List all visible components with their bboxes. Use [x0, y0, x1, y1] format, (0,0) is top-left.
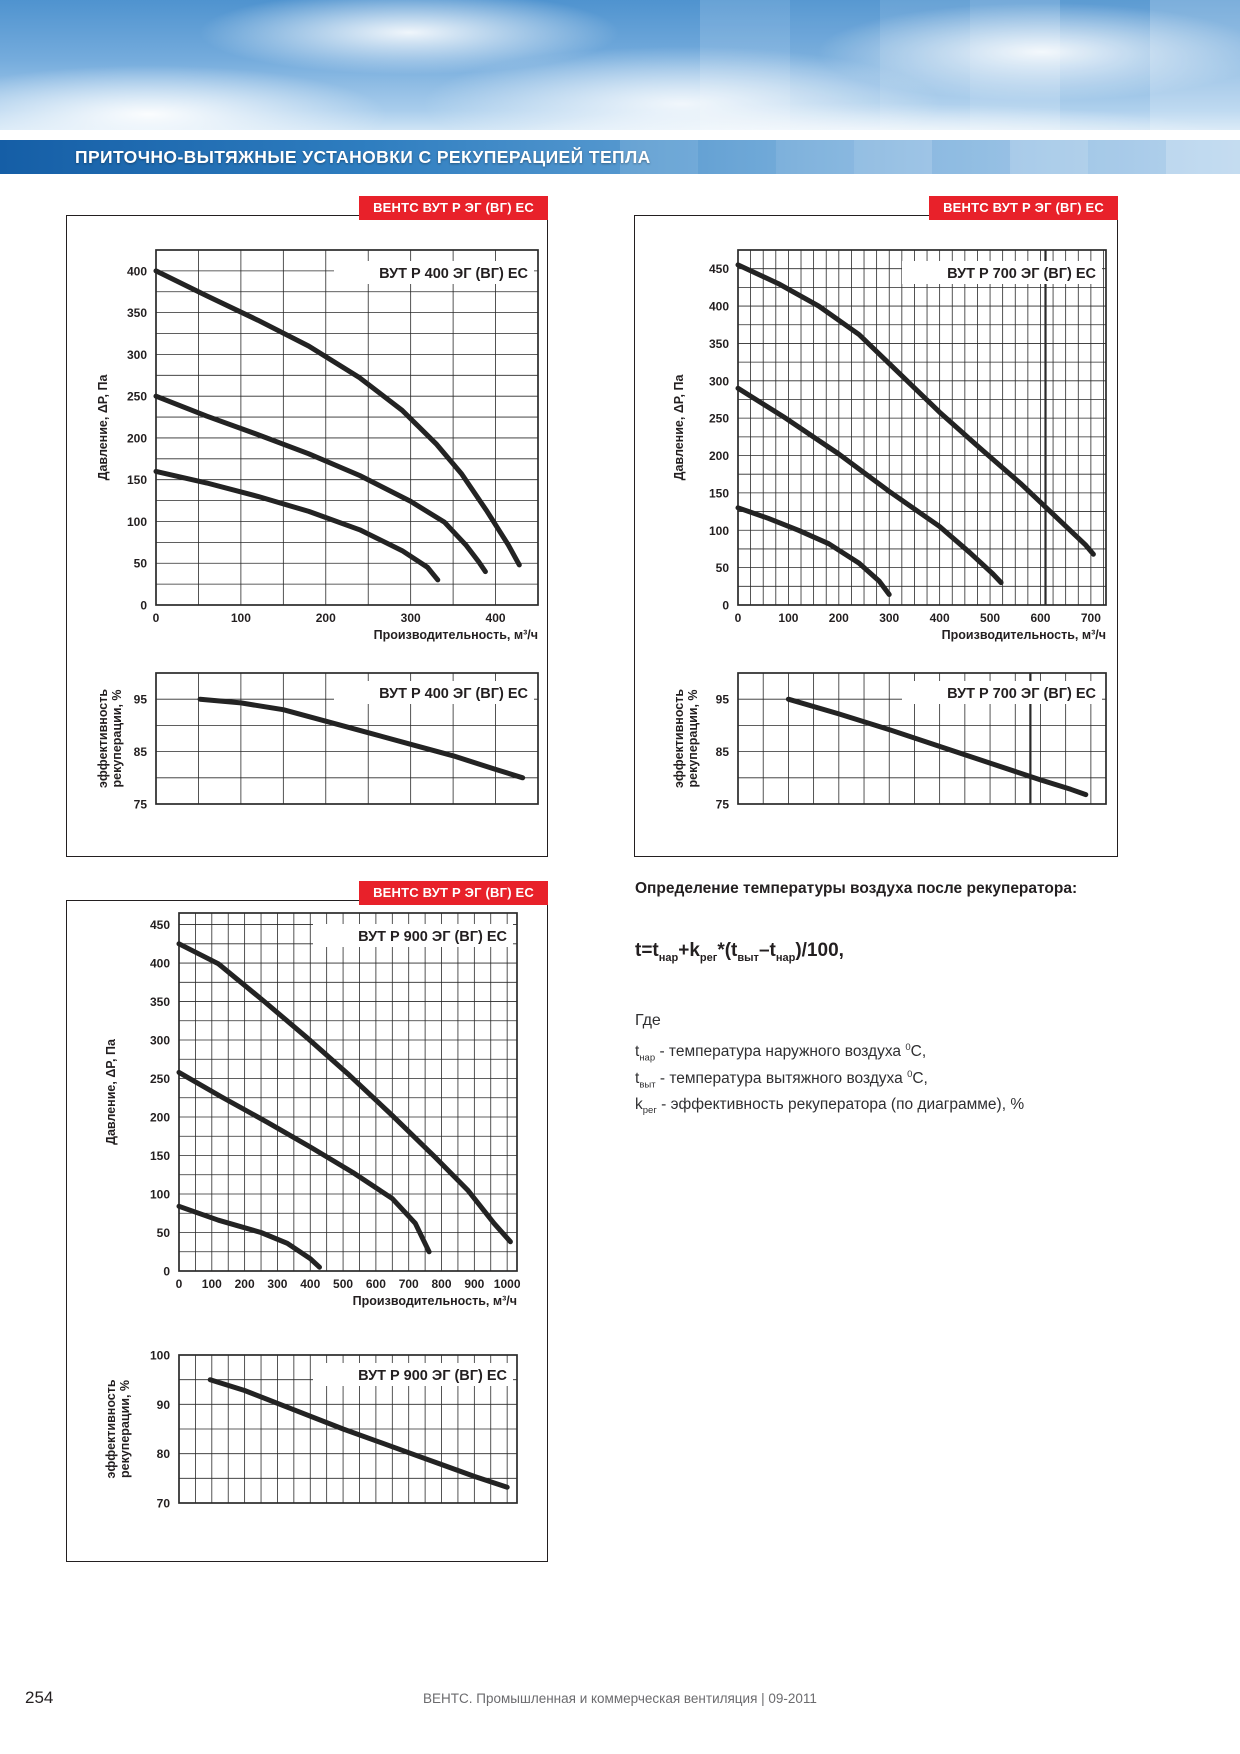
svg-text:200: 200 [149, 1110, 170, 1125]
svg-text:рекуперации, %: рекуперации, % [110, 689, 124, 788]
svg-text:350: 350 [126, 306, 147, 321]
svg-text:700: 700 [398, 1277, 419, 1291]
svg-text:400: 400 [149, 956, 170, 971]
svg-text:600: 600 [365, 1277, 386, 1291]
svg-text:500: 500 [980, 611, 1001, 625]
definition-k-reg: $k_{рег}$ - эффективность рекуператора (по диаграмме), % [635, 1096, 1025, 1117]
svg-text:100: 100 [126, 514, 147, 529]
svg-text:1000: 1000 [493, 1277, 521, 1291]
temperature-formula: $t=t_{нар}+k_{рег}*(t_{выт}-t_{нар})/100$, [635, 940, 844, 964]
svg-text:70: 70 [156, 1496, 170, 1511]
svg-text:Давление, ΔP, Па: Давление, ΔP, Па [672, 374, 686, 481]
svg-text:200: 200 [315, 611, 336, 625]
svg-text:450: 450 [708, 262, 729, 277]
svg-text:300: 300 [879, 611, 900, 625]
svg-text:300: 300 [267, 1277, 288, 1291]
recuperator-info-block [635, 880, 1210, 1130]
header-sky-image [0, 0, 1240, 130]
svg-text:Давление, ΔP, Па: Давление, ΔP, Па [104, 1039, 118, 1145]
svg-text:250: 250 [149, 1072, 170, 1087]
efficiency-chart-vut-r-400 [67, 661, 547, 836]
svg-text:100: 100 [201, 1277, 222, 1291]
sky-mosaic-tile [1060, 0, 1150, 130]
banner-mosaic-tile [1166, 140, 1240, 174]
svg-text:50: 50 [715, 561, 729, 576]
svg-text:300: 300 [126, 347, 147, 362]
sky-mosaic-tile [790, 0, 880, 130]
svg-text:400: 400 [485, 611, 506, 625]
sky-mosaic-tile [1150, 0, 1240, 130]
svg-text:0: 0 [722, 598, 729, 613]
banner-mosaic-tile [1088, 140, 1166, 174]
svg-text:75: 75 [715, 797, 729, 812]
svg-text:100: 100 [230, 611, 251, 625]
svg-text:Производительность, м³/ч: Производительность, м³/ч [373, 628, 538, 642]
svg-text:500: 500 [333, 1277, 354, 1291]
svg-text:150: 150 [149, 1149, 170, 1164]
sky-mosaic-tile [880, 0, 970, 130]
page-number: 254 [25, 1688, 54, 1707]
svg-text:300: 300 [149, 1033, 170, 1048]
svg-text:эффективность: эффективность [104, 1379, 118, 1479]
svg-text:400: 400 [300, 1277, 321, 1291]
svg-text:Давление, ΔP, Па: Давление, ΔP, Па [96, 374, 110, 481]
info-heading: Определение температуры воздуха после рекуператора: [635, 880, 1078, 897]
svg-text:200: 200 [234, 1277, 255, 1291]
footer-text: ВЕНТС. Промышленная и коммерческая вентиляция | 09-2011 [423, 1691, 817, 1706]
svg-text:90: 90 [156, 1397, 170, 1412]
svg-text:0: 0 [152, 611, 160, 625]
svg-text:Производительность, м³/ч: Производительность, м³/ч [352, 1294, 517, 1308]
section-title: ПРИТОЧНО-ВЫТЯЖНЫЕ УСТАНОВКИ С РЕКУПЕРАЦИЕЙ ТЕПЛА [75, 147, 651, 167]
chart-panel-vut-r-900 [66, 885, 548, 1562]
svg-text:250: 250 [708, 411, 729, 426]
svg-text:200: 200 [828, 611, 849, 625]
svg-text:85: 85 [715, 745, 729, 760]
svg-text:800: 800 [431, 1277, 452, 1291]
banner-mosaic-tile [698, 140, 776, 174]
pressure-chart-vut-r-700 [635, 220, 1117, 650]
banner-mosaic-tile [932, 140, 1010, 174]
svg-text:50: 50 [133, 556, 147, 571]
svg-text:85: 85 [133, 745, 147, 760]
svg-text:80: 80 [156, 1447, 170, 1462]
svg-text:150: 150 [126, 473, 147, 488]
svg-text:0: 0 [163, 1264, 170, 1279]
svg-text:100: 100 [149, 1187, 170, 1202]
svg-text:эффективность: эффективность [672, 688, 686, 789]
banner-mosaic-tile [1010, 140, 1088, 174]
svg-text:0: 0 [175, 1277, 183, 1291]
svg-text:400: 400 [708, 299, 729, 314]
panel-tab-red-label: ВЕНТС ВУТ Р ЭГ (ВГ) ЕС [929, 196, 1118, 220]
svg-text:0: 0 [734, 611, 742, 625]
svg-text:100: 100 [149, 1348, 170, 1363]
svg-text:50: 50 [156, 1226, 170, 1241]
svg-text:рекуперации, %: рекуперации, % [686, 689, 700, 788]
svg-text:эффективность: эффективность [96, 688, 110, 789]
svg-text:400: 400 [126, 264, 147, 279]
efficiency-chart-vut-r-900 [67, 1341, 547, 1519]
svg-text:400: 400 [929, 611, 950, 625]
panel-tab-red-label: ВЕНТС ВУТ Р ЭГ (ВГ) ЕС [359, 881, 548, 905]
svg-text:ВУТ Р 900 ЭГ (ВГ) ЕС: ВУТ Р 900 ЭГ (ВГ) ЕС [358, 929, 507, 945]
banner-mosaic-tile [776, 140, 854, 174]
svg-text:75: 75 [133, 797, 147, 812]
svg-text:350: 350 [149, 995, 170, 1010]
where-label: Где [635, 1012, 661, 1029]
sky-mosaic-tile [970, 0, 1060, 130]
svg-text:150: 150 [708, 486, 729, 501]
svg-text:450: 450 [149, 918, 170, 933]
efficiency-chart-vut-r-700 [635, 661, 1117, 836]
svg-text:700: 700 [1080, 611, 1101, 625]
svg-text:рекуперации, %: рекуперации, % [118, 1380, 132, 1478]
section-banner [0, 140, 1240, 174]
svg-text:95: 95 [133, 692, 147, 707]
banner-mosaic-tile [854, 140, 932, 174]
panel-tab-red-label: ВЕНТС ВУТ Р ЭГ (ВГ) ЕС [359, 196, 548, 220]
svg-text:ВУТ Р 400 ЭГ (ВГ) ЕС: ВУТ Р 400 ЭГ (ВГ) ЕС [379, 266, 528, 282]
svg-text:0: 0 [140, 598, 147, 613]
svg-text:300: 300 [400, 611, 421, 625]
definition-t-vyt: $t_{выт}$ - температура вытяжного воздуха $^0$С, [635, 1069, 928, 1091]
pressure-chart-vut-r-400 [67, 220, 547, 650]
svg-text:900: 900 [464, 1277, 485, 1291]
svg-text:100: 100 [708, 523, 729, 538]
svg-text:300: 300 [708, 374, 729, 389]
svg-text:200: 200 [126, 431, 147, 446]
definition-t-nar: $t_{нар}$ - температура наружного воздуха $^0$С, [635, 1042, 927, 1064]
svg-text:ВУТ Р 700 ЭГ (ВГ) ЕС: ВУТ Р 700 ЭГ (ВГ) ЕС [947, 686, 1096, 702]
svg-text:600: 600 [1030, 611, 1051, 625]
svg-text:250: 250 [126, 389, 147, 404]
sky-mosaic-tile [700, 0, 790, 130]
pressure-chart-vut-r-900 [67, 901, 547, 1321]
chart-panel-vut-r-700 [634, 200, 1118, 857]
svg-text:Производительность, м³/ч: Производительность, м³/ч [941, 628, 1106, 642]
svg-text:ВУТ Р 400 ЭГ (ВГ) ЕС: ВУТ Р 400 ЭГ (ВГ) ЕС [379, 686, 528, 702]
svg-text:95: 95 [715, 692, 729, 707]
svg-text:ВУТ Р 900 ЭГ (ВГ) ЕС: ВУТ Р 900 ЭГ (ВГ) ЕС [358, 1368, 507, 1384]
svg-text:200: 200 [708, 449, 729, 464]
svg-text:100: 100 [778, 611, 799, 625]
svg-text:350: 350 [708, 336, 729, 351]
svg-text:ВУТ Р 700 ЭГ (ВГ) ЕС: ВУТ Р 700 ЭГ (ВГ) ЕС [947, 266, 1096, 282]
chart-panel-vut-r-400 [66, 200, 548, 857]
